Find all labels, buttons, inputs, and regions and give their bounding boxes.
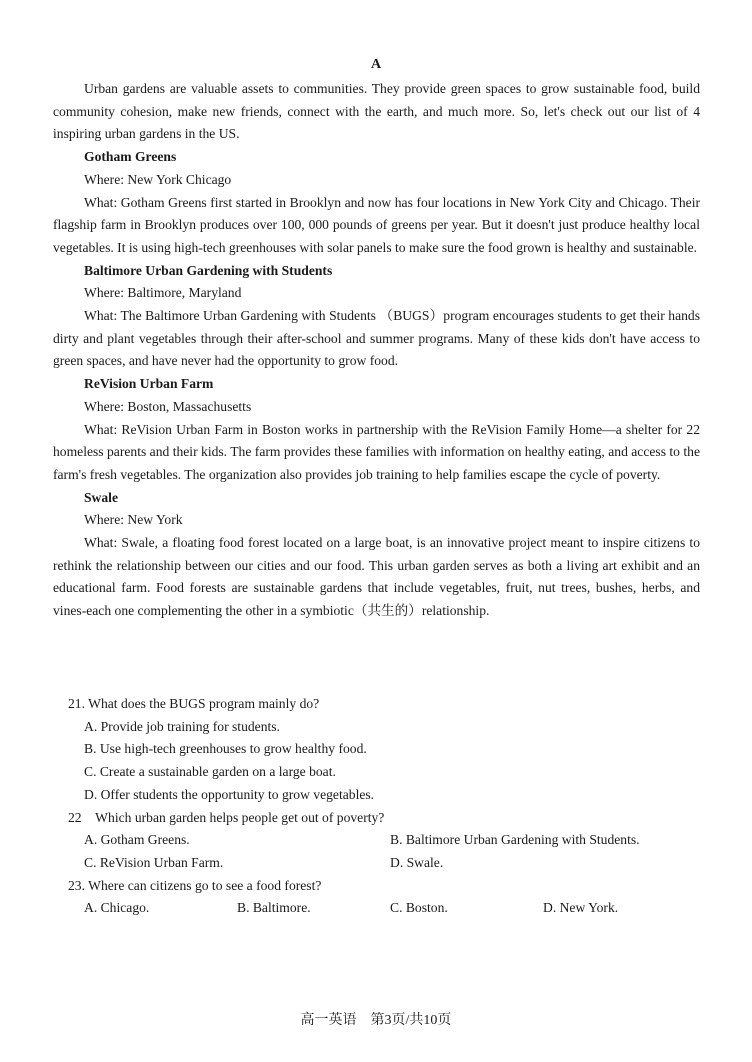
answer-option: A. Provide job training for students.: [84, 718, 280, 734]
question-22: [68, 807, 708, 875]
question-stem: 21. What does the BUGS program mainly do?: [68, 696, 320, 711]
garden-description: What: Gotham Greens first started in Brooklyn and now has four locations in New York City and Chicago. Their flagship farm in Brooklyn produces over 100, 000 pounds of greens per year. But it doesn't just produce healthy local vegetables. It is using high-tech greenhouses with solar panels to make sure the food grown is healthy and sustainable.: [53, 194, 700, 255]
garden-title: Gotham Greens: [84, 149, 177, 165]
option-row: [68, 897, 708, 920]
question-stem: 22 Which urban garden helps people get out of poverty?: [68, 809, 385, 825]
garden-location: Where: New York Chicago: [84, 171, 232, 187]
question-list: [68, 693, 708, 920]
garden-description: What: Swale, a floating food forest located on a large boat, is an innovative project meant to inspire citizens to rethink the relationship between our cities and our food. This urban garden serves as both a living art exhibit and an educational farm. Food forests are sustainable gardens that include vegetables, fruit, nut trees, bushes, herbs, and vines-each one complementing the other in a symbiotic（共生的）relationship.: [53, 535, 700, 619]
answer-option: A. Chicago.: [84, 900, 150, 916]
answer-option: C. ReVision Urban Farm.: [84, 854, 224, 870]
answer-option: C. Boston.: [390, 900, 448, 916]
reading-passage: [53, 78, 700, 623]
garden-location: Where: Boston, Massachusetts: [84, 398, 252, 414]
answer-option: B. Baltimore.: [237, 900, 311, 916]
garden-title: ReVision Urban Farm: [84, 376, 214, 392]
garden-title: Swale: [84, 489, 118, 505]
answer-option: D. New York.: [543, 900, 619, 916]
section-letter: A: [370, 57, 382, 72]
answer-option: B. Use high-tech greenhouses to grow healthy food.: [84, 741, 367, 757]
answer-option: D. Offer students the opportunity to grow vegetables.: [84, 786, 375, 802]
garden-location: Where: Baltimore, Maryland: [84, 285, 242, 301]
option-row: [68, 829, 708, 852]
option-row: [68, 852, 708, 875]
garden-description: What: ReVision Urban Farm in Boston works in partnership with the ReVision Family Home—a shelter for 22 homeless parents and their kids. The farm provides these families with information on healthy eating, and access to the farm's fresh vegetables. The organization also provides job training to help families escape the cycle of poverty.: [53, 421, 700, 482]
question-21: [68, 693, 708, 807]
page-footer: 高一英语 第3页/共10页: [300, 1013, 452, 1028]
question-23: [68, 875, 708, 920]
answer-option: B. Baltimore Urban Gardening with Students.: [390, 832, 640, 848]
garden-title: Baltimore Urban Gardening with Students: [84, 262, 333, 278]
intro-paragraph: Urban gardens are valuable assets to communities. They provide green spaces to grow sustainable food, build community cohesion, make new friends, connect with the earth, and much more. So, let's check out our list of 4 inspiring urban gardens in the US.: [53, 81, 700, 142]
answer-option: C. Create a sustainable garden on a large boat.: [84, 764, 336, 780]
answer-option: A. Gotham Greens.: [84, 832, 190, 848]
question-stem: 23. Where can citizens go to see a food forest?: [68, 877, 322, 893]
garden-description: What: The Baltimore Urban Gardening with Students （BUGS）program encourages students to get their hands dirty and plant vegetables through their after-school and summer programs. Many of these kids don't have access to green spaces, and have never had the opportunity to grow food.: [53, 308, 700, 369]
garden-location: Where: New York: [84, 512, 183, 528]
answer-option: D. Swale.: [390, 854, 444, 870]
